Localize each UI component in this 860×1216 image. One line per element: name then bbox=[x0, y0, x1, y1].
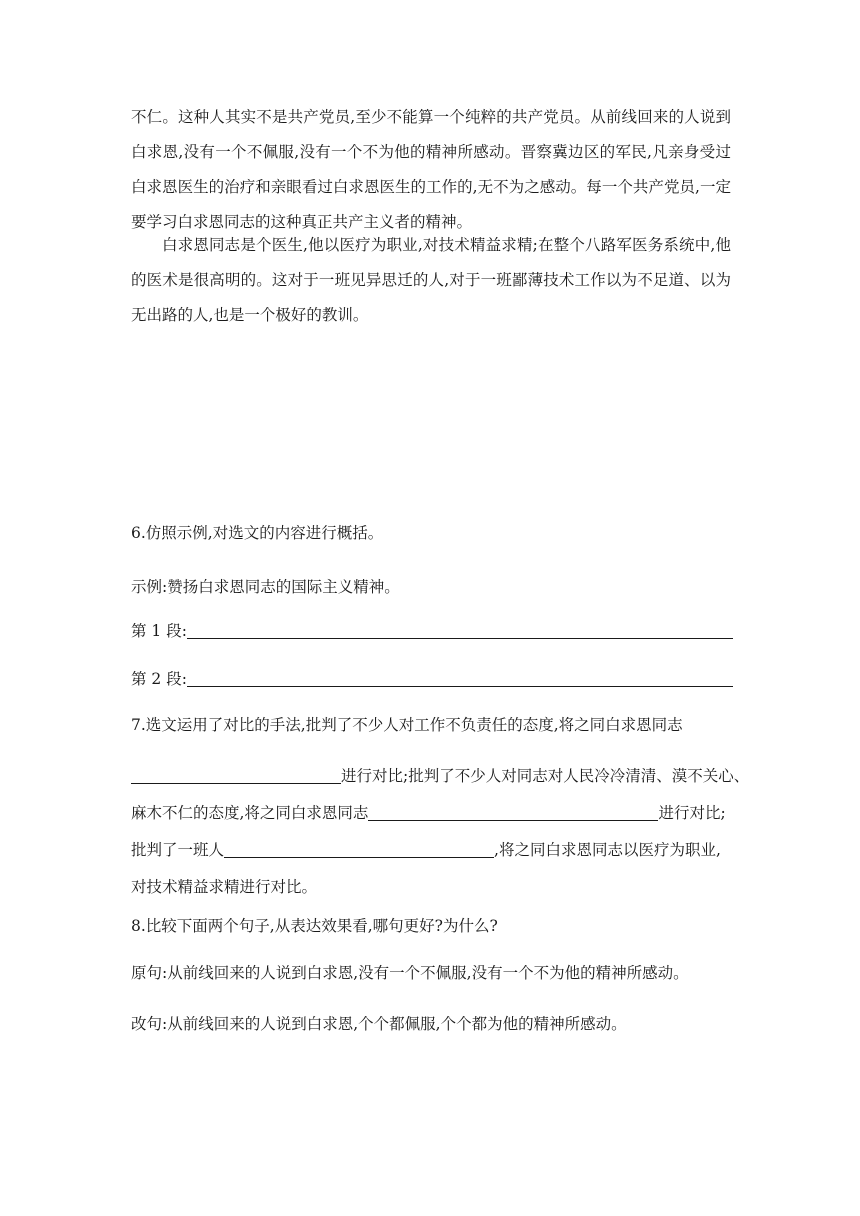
question-6-answer-row-2 bbox=[131, 667, 733, 689]
answer-label-paragraph-2: 第 2 段: bbox=[131, 670, 187, 688]
question-7-text: 麻木不仁的态度,将之同白求恩同志 bbox=[131, 804, 369, 822]
question-8-prompt: 8.比较下面两个句子,从表达效果看,哪句更好?为什么? bbox=[131, 917, 498, 935]
question-7-text: 批判了一班人 bbox=[131, 841, 225, 859]
passage-paragraph-2: 白求恩同志是个医生,他以医疗为职业,对技术精益求精;在整个八路军医务系统中,他的医术是很高明的。这对于一班见异思迁的人,对于一班鄙薄技术工作以为不足道、以为无出路的人,也是一个极好的教训。 bbox=[131, 236, 731, 324]
question-7-text: 进行对比; bbox=[658, 804, 726, 822]
answer-label-paragraph-1: 第 1 段: bbox=[131, 622, 187, 640]
question-7-prompt: 7.选文运用了对比的手法,批判了不少人对工作不负责任的态度,将之同白求恩同志 bbox=[131, 716, 683, 734]
question-7-row-5: 对技术精益求精进行对比。 bbox=[131, 878, 318, 896]
question-7-row-4 bbox=[131, 832, 731, 869]
question-6-example: 示例:赞扬白求恩同志的国际主义精神。 bbox=[131, 578, 400, 596]
answer-blank-q7-2[interactable] bbox=[368, 802, 658, 821]
question-7-text: 进行对比;批判了不少人对同志对人民冷冷清清、漠不关心、 bbox=[341, 767, 750, 785]
question-7-body bbox=[131, 758, 750, 906]
question-7-text: ,将之同白求恩同志以医疗为职业, bbox=[494, 841, 721, 859]
question-7-row-3 bbox=[131, 795, 731, 832]
answer-blank-paragraph-1[interactable] bbox=[187, 620, 733, 639]
question-8-original-sentence: 原句:从前线回来的人说到白求恩,没有一个不佩服,没有一个不为他的精神所感动。 bbox=[131, 964, 689, 982]
passage-paragraph-1: 不仁。这种人其实不是共产党员,至少不能算一个纯粹的共产党员。从前线回来的人说到白求恩,没有一个不佩服,没有一个不为他的精神所感动。晋察冀边区的军民,凡亲身受过白求恩医生的治疗和亲眼看过白求恩医生的工作的,无不为之感动。每一个共产党员,一定要学习白求恩同志的这种真正共产主义者的精神。 bbox=[131, 108, 731, 231]
answer-blank-paragraph-2[interactable] bbox=[187, 668, 733, 687]
answer-blank-q7-1[interactable] bbox=[131, 765, 341, 784]
question-6-answer-row-1 bbox=[131, 619, 733, 641]
question-7-row-2 bbox=[131, 758, 750, 795]
question-6-prompt: 6.仿照示例,对选文的内容进行概括。 bbox=[131, 524, 384, 542]
answer-blank-q7-3[interactable] bbox=[224, 839, 494, 858]
question-8-revised-sentence: 改句:从前线回来的人说到白求恩,个个都佩服,个个都为他的精神所感动。 bbox=[131, 1015, 627, 1033]
